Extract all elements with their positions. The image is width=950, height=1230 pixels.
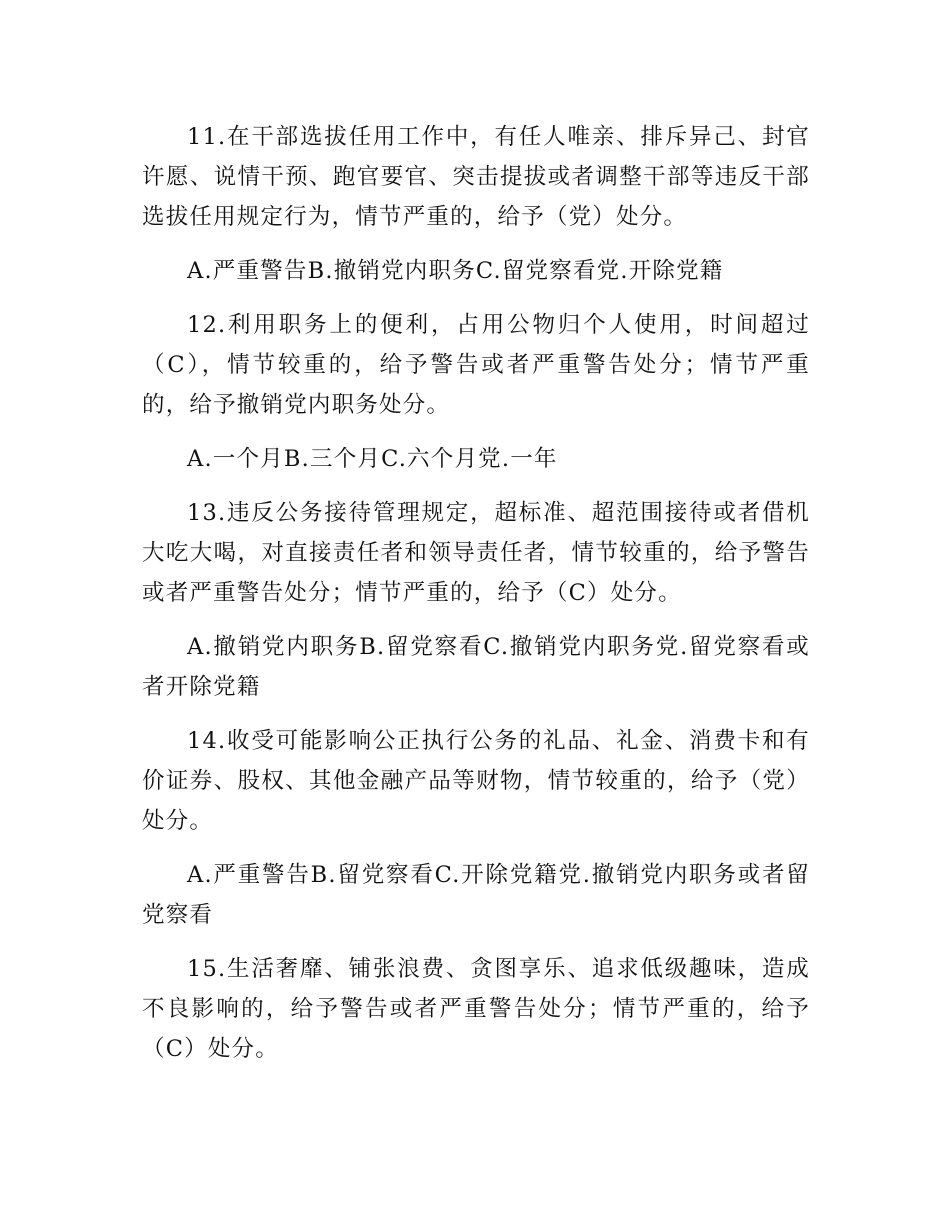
question-11-options: A.严重警告B.撤销党内职务C.留党察看党.开除党籍 [187, 258, 724, 284]
question-13-stem: 13.违反公务接待管理规定，超标准、超范围接待或者借机大吃大喝，对直接责任者和领导责任者，情节较重的，给予警告或者严重警告处分；情节严重的，给予（C）处分。 [142, 500, 810, 606]
question-14-options: A.严重警告B.留党察看C.开除党籍党.撤销党内职务或者留党察看 [142, 862, 810, 928]
document-body [142, 117, 810, 1083]
question-15-stem: 15.生活奢靡、铺张浪费、贪图享乐、追求低级趣味，造成不良影响的，给予警告或者严重警告处分；情节严重的，给予（C）处分。 [142, 956, 810, 1062]
question-14-stem: 14.收受可能影响公正执行公务的礼品、礼金、消费卡和有价证券、股权、其他金融产品等财物，情节较重的，给予（党）处分。 [142, 728, 810, 834]
question-13-options: A.撤销党内职务B.留党察看C.撤销党内职务党.留党察看或者开除党籍 [142, 634, 810, 700]
question-12-stem: 12.利用职务上的便利，占用公物归个人使用，时间超过（C），情节较重的，给予警告或者严重警告处分；情节严重的，给予撤销党内职务处分。 [142, 312, 810, 418]
question-12-options: A.一个月B.三个月C.六个月党.一年 [187, 446, 558, 472]
question-11-stem: 11.在干部选拔任用工作中，有任人唯亲、排斥异己、封官许愿、说情干预、跑官要官、突击提拔或者调整干部等违反干部选拔任用规定行为，情节严重的，给予（党）处分。 [142, 124, 810, 230]
